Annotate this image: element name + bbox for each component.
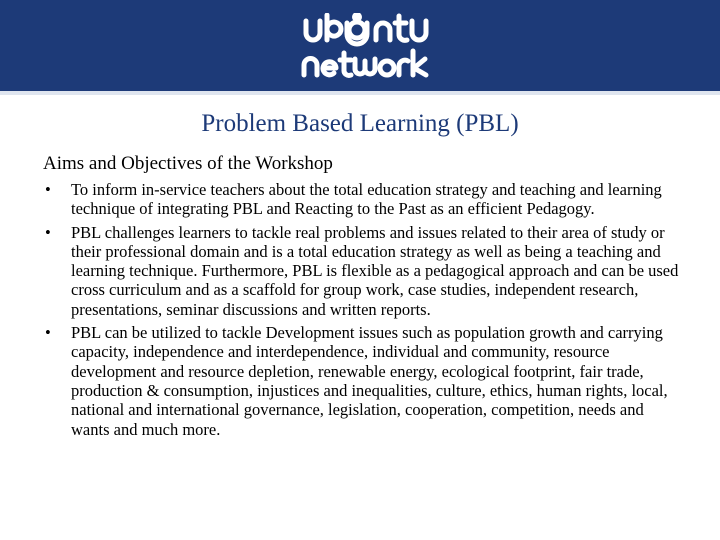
bullet-list — [43, 180, 683, 439]
bullet-marker: • — [45, 323, 51, 343]
bullet-item — [43, 223, 683, 319]
ubuntu-network-logo — [300, 13, 432, 79]
bullet-item — [43, 323, 683, 439]
bullet-text: PBL challenges learners to tackle real problems and issues related to their area of study or their professional domain and is a total education strategy as well as being a teaching and learning technique. Furthermore, PBL is flexible as a pedagogical approach and can be used cross curriculum and as a scaffold for group work, case studies, independent research, presentations, seminar discussions and written reports. — [71, 222, 679, 319]
bullet-marker: • — [45, 180, 51, 199]
bullet-text: PBL can be utilized to tackle Development issues such as population growth and carrying capacity, independence and interdependence, individual and community, resource development and resource depletion, renewable energy, ecological footprint, fair trade, production & consumption, injustices and inequalities, culture, ethics, human rights, local, national and international governance, legislation, cooperation, competition, needs and wants and much more. — [71, 323, 668, 439]
ubuntu-network-logo-graphic — [300, 13, 432, 79]
header-divider — [0, 91, 720, 95]
slide-body — [43, 152, 683, 443]
header-banner — [0, 0, 720, 91]
slide-title: Problem Based Learning (PBL) — [201, 110, 519, 137]
bullet-item — [43, 180, 683, 219]
section-heading: Aims and Objectives of the Workshop — [43, 153, 333, 174]
bullet-text: To inform in-service teachers about the total education strategy and teaching and learning technique of integrating PBL and Reacting to the Past as an efficient Pedagogy. — [71, 180, 662, 219]
bullet-marker: • — [45, 222, 51, 242]
